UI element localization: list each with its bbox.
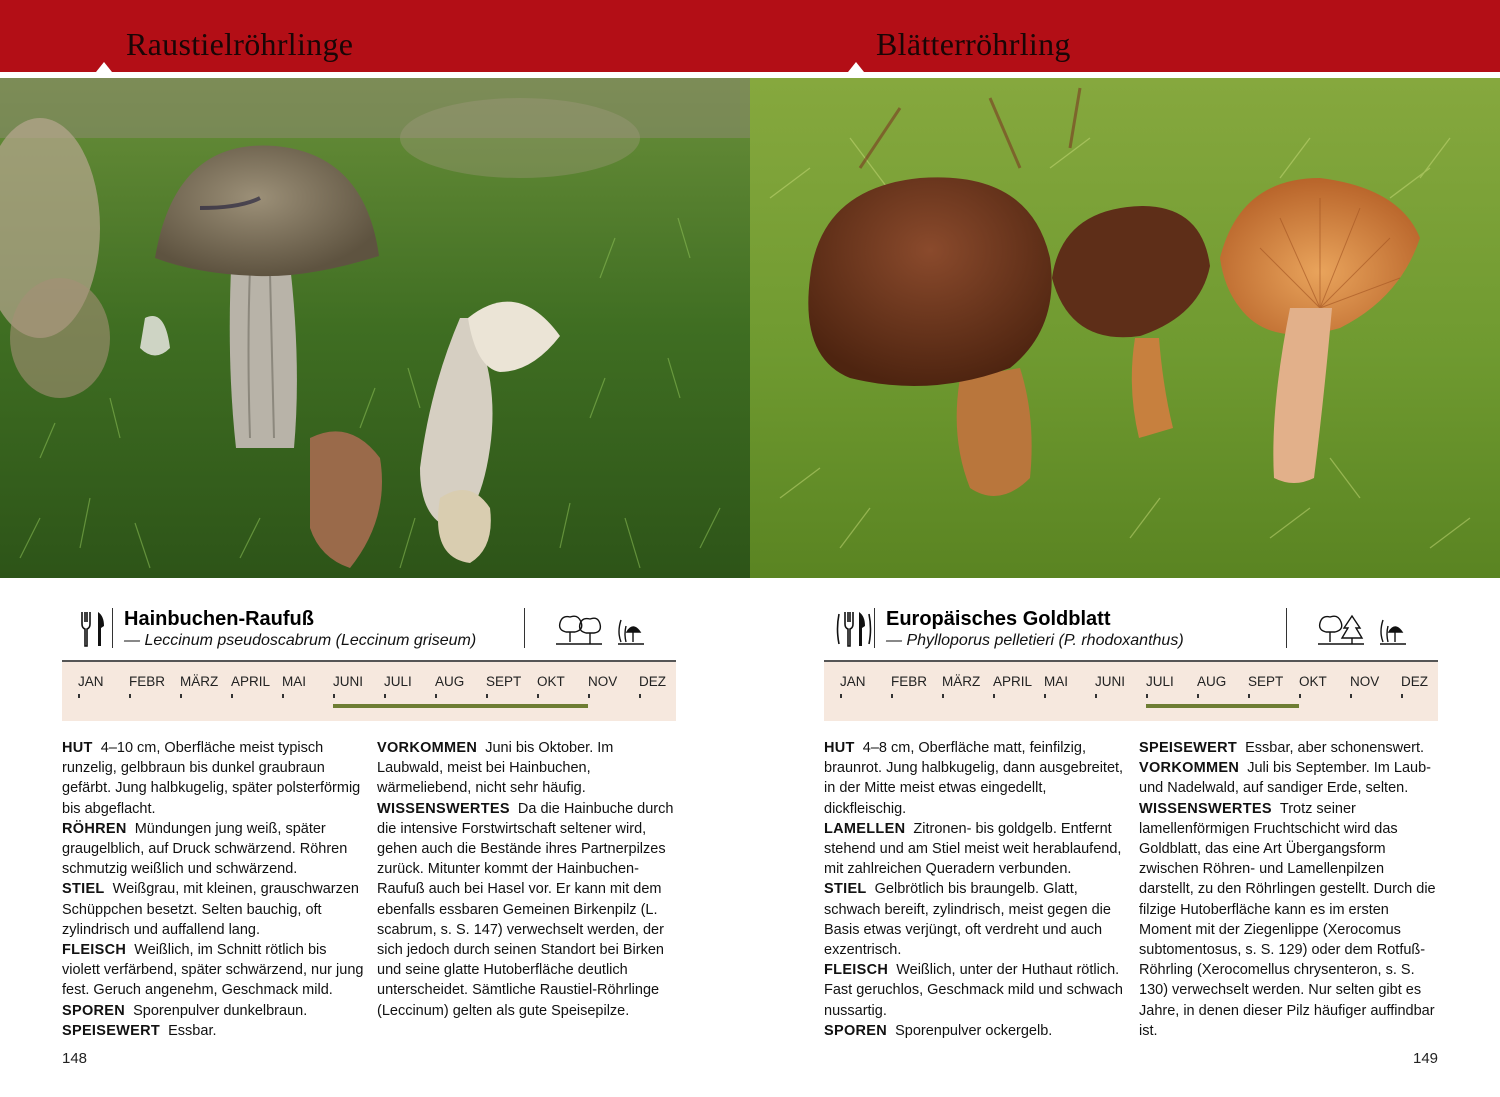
- season-bar: [333, 704, 588, 708]
- month-tick: [1095, 694, 1097, 698]
- month-tick: [891, 694, 893, 698]
- fork-knife-restricted-icon: [836, 610, 872, 648]
- species-name: Hainbuchen-Raufuß: [124, 608, 314, 630]
- text-column-1: [62, 738, 364, 1041]
- chapter-banner-right: [750, 0, 1500, 72]
- text-column-2: [1139, 738, 1441, 1041]
- paragraph-speisewert: SPEISEWERT Essbar, aber schonenswert.: [1139, 740, 1425, 756]
- paragraph-roehren: RÖHREN Mündungen jung weiß, später graugelblich, auf Druck schwärzend. Röhren schmutzig weißlich und schwärzend.: [62, 820, 348, 878]
- month-label: JUNI: [333, 674, 363, 689]
- month-label: JAN: [78, 674, 104, 689]
- paragraph-hut: HUT 4–10 cm, Oberfläche meist typisch runzelig, gelbbraun bis dunkel graubraun gefärbt. Jung halbkugelig, später polsterförmig bis abgeflacht.: [62, 740, 361, 817]
- month-label: MAI: [282, 674, 307, 689]
- text-column-2: [377, 738, 679, 1021]
- month-label: DEZ: [1401, 674, 1428, 689]
- species-latin-name: — Leccinum pseudoscabrum (Leccinum griseum): [124, 632, 477, 649]
- month-label: AUG: [435, 674, 465, 689]
- month-label: FEBR: [891, 674, 928, 689]
- mushroom-photo-hainbuchen-raufuss: [0, 78, 750, 578]
- chapter-banner-left: [0, 0, 750, 72]
- month-label: JULI: [1146, 674, 1174, 689]
- month-tick: [993, 694, 995, 698]
- month-tick: [840, 694, 842, 698]
- habitat-icons: [1318, 612, 1418, 646]
- month-label: MÄRZ: [180, 674, 219, 689]
- banner-notch: [96, 62, 112, 72]
- season-calendar: [62, 660, 676, 721]
- text-column-1: [824, 738, 1126, 1041]
- paragraph-wissenswertes: WISSENSWERTES Trotz seiner lamellenförmigen Fruchtschicht wird das Goldblatt, das eine Art Übergangsform zwischen Röhren- und Lamellenpilzen darstellt, zu den Röhrlingen gestellt. Durch die filzige Hutoberfläche kann es im ersten Moment mit der Ziegenlippe (Xerocomus subtomentosus, s. S. 129) oder dem Rotfuß-Röhrling (Xerocomellus chrysenteron, s. S. 130) verwechselt werden. Nur selten gibt es Jahre, in denen dieser Pilz häufiger auffindbar ist.: [1139, 800, 1436, 1039]
- month-tick: [1146, 694, 1148, 698]
- month-label: SEPT: [486, 674, 522, 689]
- month-tick: [1401, 694, 1403, 698]
- month-tick: [639, 694, 641, 698]
- month-label: NOV: [588, 674, 618, 689]
- paragraph-vorkommen: VORKOMMEN Juni bis Oktober. Im Laubwald, meist bei Hainbuchen, wärmeliebend, nicht sehr häufig.: [377, 740, 614, 797]
- paragraph-fleisch: FLEISCH Weißlich, unter der Huthaut rötlich. Fast geruchlos, Geschmack mild und schwach nussartig.: [824, 962, 1123, 1019]
- month-label: JUNI: [1095, 674, 1125, 689]
- month-label: JAN: [840, 674, 866, 689]
- page-number: 149: [1413, 1050, 1439, 1067]
- month-tick: [435, 694, 437, 698]
- banner-notch: [848, 62, 864, 72]
- paragraph-hut: HUT 4–8 cm, Oberfläche matt, feinfilzig, braunrot. Jung halbkugelig, dann ausgebreitet, in der Mitte meist etwas eingedellt, dickfleischig.: [824, 740, 1124, 817]
- paragraph-stiel: STIEL Weißgrau, mit kleinen, grauschwarzen Schüppchen besetzt. Selten bauchig, oft zylindrisch und auffallend lang.: [62, 881, 359, 938]
- month-tick: [129, 694, 131, 698]
- month-label: NOV: [1350, 674, 1380, 689]
- deciduous-trees-icon: [556, 616, 602, 644]
- month-label: APRIL: [993, 674, 1033, 689]
- month-tick: [282, 694, 284, 698]
- header-divider: [1286, 608, 1287, 648]
- ground-growing-mushroom-icon: [618, 620, 644, 644]
- paragraph-stiel: STIEL Gelbrötlich bis braungelb. Glatt, schwach bereift, zylindrisch, meist gegen die Basis etwas verjüngt, oft verdreht und auch exzentrisch.: [824, 881, 1111, 959]
- month-label: MÄRZ: [942, 674, 981, 689]
- chapter-title: Blätterröhrling: [876, 26, 1071, 62]
- species-name: Europäisches Goldblatt: [886, 608, 1111, 630]
- paragraph-sporen: SPOREN Sporenpulver dunkelbraun.: [62, 1002, 308, 1019]
- month-label: OKT: [1299, 674, 1327, 689]
- habitat-icons: [556, 612, 656, 646]
- paragraph-sporen: SPOREN Sporenpulver ockergelb.: [824, 1022, 1053, 1039]
- season-calendar: [824, 660, 1438, 721]
- mixed-forest-trees-icon: [1318, 616, 1364, 644]
- ground-growing-mushroom-icon: [1380, 620, 1406, 644]
- month-tick: [1350, 694, 1352, 698]
- month-tick: [486, 694, 488, 698]
- species-header: [62, 608, 676, 652]
- month-tick: [1197, 694, 1199, 698]
- month-tick: [231, 694, 233, 698]
- month-tick: [1299, 694, 1301, 698]
- mushroom-photo-europaeisches-goldblatt: [750, 78, 1500, 578]
- month-tick: [1044, 694, 1046, 698]
- species-header: [824, 608, 1438, 652]
- species-latin-name: — Phylloporus pelletieri (P. rhodoxanthus): [886, 632, 1184, 649]
- month-label: APRIL: [231, 674, 271, 689]
- month-tick: [1248, 694, 1250, 698]
- season-bar: [1146, 704, 1299, 708]
- month-label: SEPT: [1248, 674, 1284, 689]
- paragraph-lamellen: LAMELLEN Zitronen- bis goldgelb. Entfernt stehend und am Stiel meist weit herablaufend, mit zahlreichen Queradern verbunden.: [824, 820, 1122, 878]
- month-tick: [942, 694, 944, 698]
- chapter-title: Raustielröhrlinge: [126, 26, 354, 62]
- month-tick: [537, 694, 539, 698]
- header-divider: [524, 608, 525, 648]
- month-tick: [180, 694, 182, 698]
- month-label: JULI: [384, 674, 412, 689]
- month-label: DEZ: [639, 674, 666, 689]
- paragraph-fleisch: FLEISCH Weißlich, im Schnitt rötlich bis violett verfärbend, später schwärzend, nur jung fest. Geruch angenehm, Geschmack mild.: [62, 942, 364, 999]
- header-divider: [112, 608, 113, 648]
- month-tick: [333, 694, 335, 698]
- paragraph-speisewert: SPEISEWERT Essbar.: [62, 1022, 217, 1039]
- month-label: AUG: [1197, 674, 1227, 689]
- month-label: MAI: [1044, 674, 1069, 689]
- paragraph-wissenswertes: WISSENSWERTES Da die Hainbuche durch die intensive Forstwirtschaft seltener wird, gehen auch die Bestände ihres Partnerpilzes zurück. Mitunter kommt der Hainbuchen-Raufuß auch bei Hasel vor. Er kann mit dem ebenfalls essbaren Gemeinen Birkenpilz (L. scabrum, s. S. 147) verwechselt werden, der sich jedoch durch seinen Standort bei Birken und seine glatte Hutoberfläche deutlich unterscheidet. Sämtliche Raustiel-Röhrlinge (Leccinum) gelten als gute Speisepilze.: [377, 800, 674, 1019]
- month-tick: [384, 694, 386, 698]
- month-tick: [588, 694, 590, 698]
- month-label: OKT: [537, 674, 565, 689]
- paragraph-vorkommen: VORKOMMEN Juli bis September. Im Laub- und Nadelwald, auf sandiger Erde, selten.: [1139, 760, 1431, 797]
- header-divider: [874, 608, 875, 648]
- page-number: 148: [62, 1050, 88, 1067]
- month-tick: [78, 694, 80, 698]
- fork-knife-icon: [74, 610, 110, 648]
- month-label: FEBR: [129, 674, 166, 689]
